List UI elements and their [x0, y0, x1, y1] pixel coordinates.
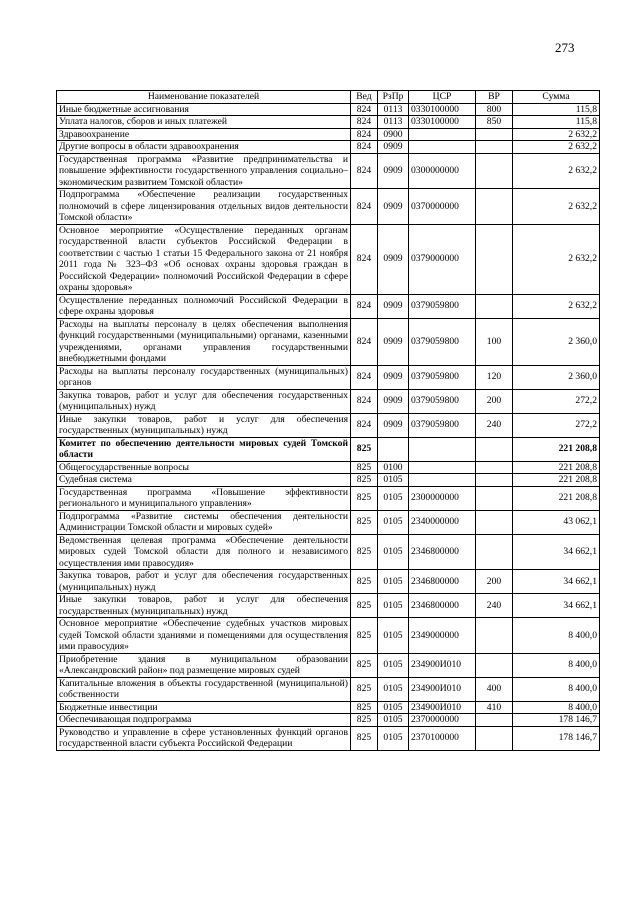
budget-table [56, 90, 600, 751]
table-row [57, 437, 600, 461]
cell-ved: 824 [351, 141, 378, 154]
cell-name: Другие вопросы в области здравоохранения [57, 141, 351, 154]
table-row [57, 570, 600, 594]
cell-rzpr: 0105 [378, 534, 409, 570]
cell-vr [476, 726, 513, 750]
table-row [57, 714, 600, 727]
cell-name: Иные бюджетные ассигнования [57, 103, 351, 116]
cell-rzpr: 0113 [378, 103, 409, 116]
cell-csr: 0379059800 [409, 389, 476, 413]
cell-ved: 825 [351, 653, 378, 677]
cell-sum: 2 632,2 [513, 128, 600, 141]
header-rzpr: РзПр [378, 91, 409, 104]
cell-name: Подпрограмма «Развитие системы обеспечения деятельности Администрации Томской области и мировых судей» [57, 510, 351, 534]
cell-rzpr: 0105 [378, 474, 409, 487]
cell-sum: 34 662,1 [513, 534, 600, 570]
cell-name: Иные закупки товаров, работ и услуг для обеспечения государственных (муниципальных) нужд [57, 594, 351, 618]
cell-ved: 825 [351, 570, 378, 594]
cell-vr: 200 [476, 389, 513, 413]
cell-rzpr: 0105 [378, 677, 409, 701]
cell-rzpr: 0909 [378, 389, 409, 413]
cell-vr [476, 486, 513, 510]
cell-csr: 234900И010 [409, 701, 476, 714]
cell-name: Комитет по обеспечению деятельности мировых судей Томской области [57, 437, 351, 461]
table-body [57, 103, 600, 750]
cell-csr: 0379059800 [409, 294, 476, 318]
cell-sum: 2 360,0 [513, 365, 600, 389]
cell-name: Основное мероприятие «Обеспечение судебных участков мировых судей Томской области зданиями и помещениями для осуществления ими правосудия» [57, 618, 351, 654]
cell-vr: 850 [476, 116, 513, 129]
cell-sum: 2 360,0 [513, 318, 600, 365]
cell-name: Расходы на выплаты персоналу в целях обеспечения выполнения функций государственными (муниципальными) органами, казенными учреждениями, органами управления государственными внебюджетными фондами [57, 318, 351, 365]
table-row [57, 726, 600, 750]
cell-vr [476, 618, 513, 654]
cell-vr [476, 653, 513, 677]
table-row [57, 141, 600, 154]
cell-name: Подпрограмма «Обеспечение реализации государственных полномочий в сфере лицензирования отдельных видов деятельности Томской области» [57, 189, 351, 225]
cell-rzpr: 0105 [378, 570, 409, 594]
page-number: 273 [555, 40, 575, 55]
cell-rzpr: 0105 [378, 618, 409, 654]
cell-rzpr: 0105 [378, 510, 409, 534]
cell-vr: 400 [476, 677, 513, 701]
cell-ved: 825 [351, 594, 378, 618]
cell-ved: 824 [351, 153, 378, 189]
cell-vr [476, 437, 513, 461]
cell-vr [476, 189, 513, 225]
cell-csr: 234900И010 [409, 677, 476, 701]
cell-sum: 221 208,8 [513, 474, 600, 487]
table-row [57, 153, 600, 189]
cell-rzpr: 0105 [378, 701, 409, 714]
cell-vr: 410 [476, 701, 513, 714]
cell-csr: 0379059800 [409, 318, 476, 365]
cell-sum: 272,2 [513, 413, 600, 437]
table-row [57, 224, 600, 294]
cell-vr [476, 534, 513, 570]
header-vr: ВР [476, 91, 513, 104]
cell-name: Здравоохранение [57, 128, 351, 141]
table-row [57, 103, 600, 116]
cell-ved: 824 [351, 116, 378, 129]
table-row [57, 365, 600, 389]
cell-csr: 0330100000 [409, 116, 476, 129]
cell-name: Руководство и управление в сфере установленных функций органов государственной власти субъекта Российской Федерации [57, 726, 351, 750]
table-row [57, 116, 600, 129]
table-row [57, 653, 600, 677]
cell-vr [476, 294, 513, 318]
cell-ved: 825 [351, 461, 378, 474]
cell-vr [476, 714, 513, 727]
table-row [57, 189, 600, 225]
cell-csr: 0370000000 [409, 189, 476, 225]
cell-csr [409, 141, 476, 154]
cell-csr: 2346800000 [409, 594, 476, 618]
cell-name: Основное мероприятие «Осуществление переданных органам государственной власти субъектов Российской Федерации в соответствии с частью 1 статьи 15 Федерального закона от 21 ноября 2011 года № 323–ФЗ «Об основах охраны здоровья граждан в Российской Федерации» полномочий Российской Федерации в сфере охраны здоровья» [57, 224, 351, 294]
cell-sum: 8 400,0 [513, 701, 600, 714]
cell-sum: 2 632,2 [513, 224, 600, 294]
cell-csr: 2370100000 [409, 726, 476, 750]
cell-name: Государственная программа «Развитие предпринимательства и повышение эффективности государственного управления социально–экономическим развитием Томской области» [57, 153, 351, 189]
header-csr: ЦСР [409, 91, 476, 104]
cell-sum: 34 662,1 [513, 570, 600, 594]
cell-name: Расходы на выплаты персоналу государственных (муниципальных) органов [57, 365, 351, 389]
cell-ved: 824 [351, 413, 378, 437]
cell-ved: 824 [351, 294, 378, 318]
cell-rzpr: 0909 [378, 189, 409, 225]
cell-csr: 2346800000 [409, 570, 476, 594]
cell-csr [409, 437, 476, 461]
cell-rzpr: 0909 [378, 365, 409, 389]
cell-csr [409, 461, 476, 474]
cell-name: Бюджетные инвестиции [57, 701, 351, 714]
cell-sum: 2 632,2 [513, 141, 600, 154]
cell-rzpr: 0909 [378, 224, 409, 294]
cell-vr: 120 [476, 365, 513, 389]
cell-rzpr: 0100 [378, 461, 409, 474]
cell-vr: 240 [476, 594, 513, 618]
table-header-row [57, 91, 600, 104]
cell-name: Приобретение здания в муниципальном образовании «Александровский район» под размещение мировых судей [57, 653, 351, 677]
cell-vr: 100 [476, 318, 513, 365]
cell-sum: 221 208,8 [513, 486, 600, 510]
cell-name: Закупка товаров, работ и услуг для обеспечения государственных (муниципальных) нужд [57, 570, 351, 594]
cell-sum: 8 400,0 [513, 618, 600, 654]
cell-name: Иные закупки товаров, работ и услуг для обеспечения государственных (муниципальных) нужд [57, 413, 351, 437]
cell-rzpr: 0909 [378, 318, 409, 365]
cell-vr: 800 [476, 103, 513, 116]
cell-csr: 2349000000 [409, 618, 476, 654]
table-row [57, 128, 600, 141]
header-name: Наименование показателей [57, 91, 351, 104]
cell-csr [409, 128, 476, 141]
cell-ved: 825 [351, 726, 378, 750]
cell-ved: 824 [351, 128, 378, 141]
cell-ved: 825 [351, 618, 378, 654]
cell-ved: 825 [351, 701, 378, 714]
cell-csr: 0300000000 [409, 153, 476, 189]
table-row [57, 486, 600, 510]
table-row [57, 618, 600, 654]
table-row [57, 389, 600, 413]
cell-vr [476, 128, 513, 141]
cell-sum: 2 632,2 [513, 189, 600, 225]
header-ved: Вед [351, 91, 378, 104]
table-row [57, 594, 600, 618]
cell-rzpr: 0105 [378, 714, 409, 727]
cell-ved: 825 [351, 474, 378, 487]
cell-ved: 824 [351, 318, 378, 365]
table-row [57, 474, 600, 487]
cell-rzpr: 0105 [378, 726, 409, 750]
cell-csr: 0379059800 [409, 365, 476, 389]
cell-vr: 240 [476, 413, 513, 437]
cell-csr: 2346800000 [409, 534, 476, 570]
cell-sum: 2 632,2 [513, 153, 600, 189]
cell-csr: 0379059800 [409, 413, 476, 437]
table-row [57, 318, 600, 365]
cell-sum: 8 400,0 [513, 677, 600, 701]
cell-csr: 234900И010 [409, 653, 476, 677]
cell-rzpr: 0909 [378, 294, 409, 318]
table-row [57, 677, 600, 701]
cell-name: Осуществление переданных полномочий Российской Федерации в сфере охраны здоровья [57, 294, 351, 318]
cell-ved: 825 [351, 534, 378, 570]
cell-ved: 825 [351, 510, 378, 534]
cell-csr: 2370000000 [409, 714, 476, 727]
cell-rzpr: 0900 [378, 128, 409, 141]
cell-name: Общегосударственные вопросы [57, 461, 351, 474]
cell-sum: 178 146,7 [513, 726, 600, 750]
cell-vr [476, 153, 513, 189]
cell-sum: 2 632,2 [513, 294, 600, 318]
cell-sum: 34 662,1 [513, 594, 600, 618]
cell-sum: 272,2 [513, 389, 600, 413]
cell-rzpr: 0909 [378, 141, 409, 154]
cell-sum: 115,8 [513, 103, 600, 116]
cell-vr [476, 461, 513, 474]
cell-ved: 824 [351, 365, 378, 389]
cell-ved: 825 [351, 486, 378, 510]
cell-csr: 2340000000 [409, 510, 476, 534]
cell-csr: 2300000000 [409, 486, 476, 510]
cell-name: Уплата налогов, сборов и иных платежей [57, 116, 351, 129]
cell-ved: 824 [351, 389, 378, 413]
table-row [57, 534, 600, 570]
cell-ved: 825 [351, 437, 378, 461]
cell-sum: 221 208,8 [513, 461, 600, 474]
cell-name: Капитальные вложения в объекты государственной (муниципальной) собственности [57, 677, 351, 701]
cell-sum: 178 146,7 [513, 714, 600, 727]
cell-name: Государственная программа «Повышение эффективности регионального и муниципального управления» [57, 486, 351, 510]
cell-ved: 824 [351, 189, 378, 225]
cell-sum: 221 208,8 [513, 437, 600, 461]
cell-name: Судебная система [57, 474, 351, 487]
cell-vr [476, 141, 513, 154]
cell-rzpr: 0105 [378, 486, 409, 510]
cell-ved: 825 [351, 714, 378, 727]
cell-vr [476, 224, 513, 294]
table-row [57, 461, 600, 474]
cell-csr [409, 474, 476, 487]
table-row [57, 510, 600, 534]
cell-csr: 0379000000 [409, 224, 476, 294]
cell-rzpr: 0105 [378, 653, 409, 677]
cell-csr: 0330100000 [409, 103, 476, 116]
cell-ved: 825 [351, 677, 378, 701]
header-sum: Сумма [513, 91, 600, 104]
cell-vr: 200 [476, 570, 513, 594]
cell-ved: 824 [351, 224, 378, 294]
cell-sum: 43 062,1 [513, 510, 600, 534]
cell-name: Ведомственная целевая программа «Обеспечение деятельности мировых судей Томской области для полного и независимого осуществления ими правосудия» [57, 534, 351, 570]
cell-name: Обеспечивающая подпрограмма [57, 714, 351, 727]
cell-vr [476, 474, 513, 487]
cell-rzpr: 0105 [378, 594, 409, 618]
table-row [57, 294, 600, 318]
cell-sum: 115,8 [513, 116, 600, 129]
cell-ved: 824 [351, 103, 378, 116]
cell-name: Закупка товаров, работ и услуг для обеспечения государственных (муниципальных) нужд [57, 389, 351, 413]
table-row [57, 413, 600, 437]
cell-sum: 8 400,0 [513, 653, 600, 677]
cell-rzpr [378, 437, 409, 461]
cell-rzpr: 0909 [378, 153, 409, 189]
table-row [57, 701, 600, 714]
cell-rzpr: 0113 [378, 116, 409, 129]
cell-vr [476, 510, 513, 534]
cell-rzpr: 0909 [378, 413, 409, 437]
